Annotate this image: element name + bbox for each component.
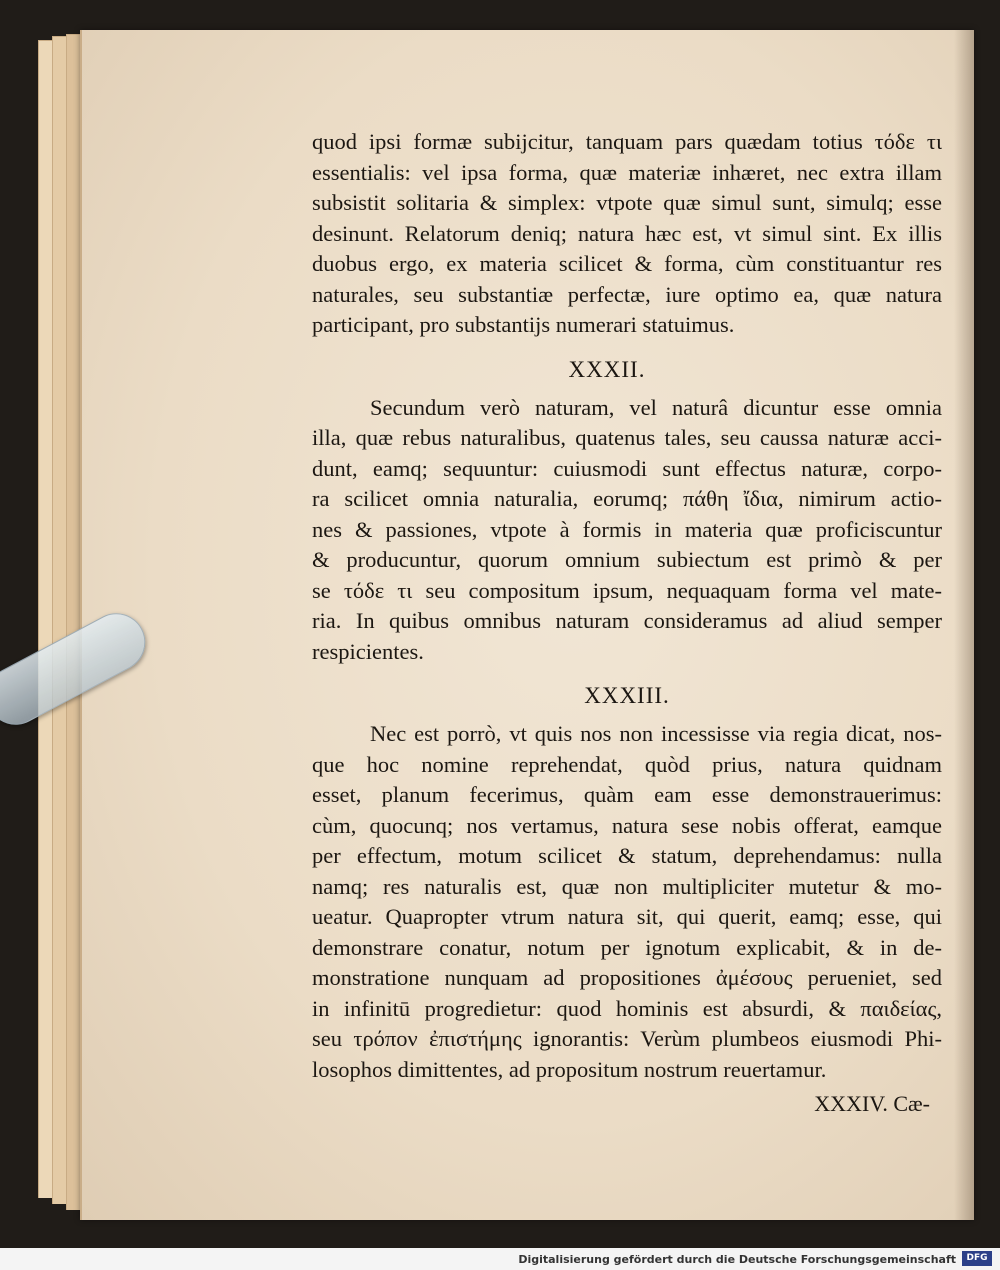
text-line: illa, quæ rebus naturalibus, quatenus tales, seu caussa naturæ acci- [312, 425, 942, 450]
text-line: ria. In quibus omnibus naturam consideramus ad aliud semper [312, 608, 942, 633]
text-line: respicientes. [312, 638, 424, 664]
text-line: cùm, quocunq; nos vertamus, natura sese nobis offerat, eamque [312, 812, 942, 838]
text-line: seu τρόπον ἐπιστήμης ignorantis: Verùm plumbeos eiusmodi Phi- [312, 1026, 942, 1051]
text-line: subsistit solitaria & simplex: vtpote quæ simul sunt, simulq; esse [312, 190, 942, 215]
text-line: ra scilicet omnia naturalia, eorumq; πάθη ἴδια, nimirum actio- [312, 486, 942, 511]
text-line: demonstrare conatur, notum per ignotum explicabit, & in de- [312, 934, 942, 960]
text-line: Nec est porrò, vt quis nos non incessisse via regia dicat, nos- [370, 721, 942, 746]
catchword: XXXIV. Cæ- [814, 1091, 930, 1116]
section-heading: XXXIII. [584, 683, 670, 708]
text-line: duobus ergo, ex materia scilicet & forma, cùm constituantur res [312, 251, 942, 276]
text-line: esset, planum fecerimus, quàm eam esse demonstrauerimus: [312, 782, 942, 807]
text-line: per effectum, motum scilicet & statum, deprehendamus: nulla [312, 843, 942, 868]
text-line: essentialis: vel ipsa forma, quæ materiæ inhæret, nec extra illam [312, 159, 942, 185]
text-line: naturales, seu substantiæ perfectæ, iure optimo ea, quæ natura [312, 281, 942, 307]
text-line: se τόδε τι seu compositum ipsum, nequaquam forma vel mate- [312, 577, 942, 603]
text-line: losophos dimittentes, ad propositum nostrum reuertamur. [312, 1056, 827, 1082]
section-heading: XXXII. [568, 356, 646, 382]
text-line: Secundum verò naturam, vel naturâ dicuntur esse omnia [370, 394, 942, 420]
text-line: in infinitū progredietur: quod hominis est absurdi, & παιδείας, [312, 995, 942, 1021]
text-line: & producuntur, quorum omnium subiectum est primò & per [312, 547, 942, 572]
text-line: desinunt. Relatorum deniq; natura hæc est, vt simul sint. Ex illis [312, 220, 942, 246]
text-line: nes & passiones, vtpote à formis in materia quæ proficiscuntur [312, 516, 942, 542]
digitization-footer [0, 1248, 1000, 1270]
page-text-block [312, 127, 942, 1120]
dfg-logo[interactable]: DFG [962, 1251, 992, 1266]
text-line: que hoc nomine reprehendat, quòd prius, natura quidnam [312, 751, 942, 777]
text-line: participant, pro substantijs numerari statuimus. [312, 312, 735, 337]
page-gutter-shadow [954, 30, 974, 1220]
text-line: namq; res naturalis est, quæ non multipliciter mutetur & mo- [312, 873, 942, 899]
text-line: ueatur. Quapropter vtrum natura sit, qui querit, eamq; esse, qui [312, 904, 942, 929]
text-line: quod ipsi formæ subijcitur, tanquam pars quædam totius τόδε τι [312, 129, 942, 154]
text-line: dunt, eamq; sequuntur: cuiusmodi sunt effectus naturæ, corpo- [312, 455, 942, 481]
text-line: monstratione nunquam ad propositiones ἀμέσους perueniet, sed [312, 965, 942, 990]
funding-credit: Digitalisierung gefördert durch die Deutsche Forschungsgemeinschaft [518, 1253, 956, 1266]
